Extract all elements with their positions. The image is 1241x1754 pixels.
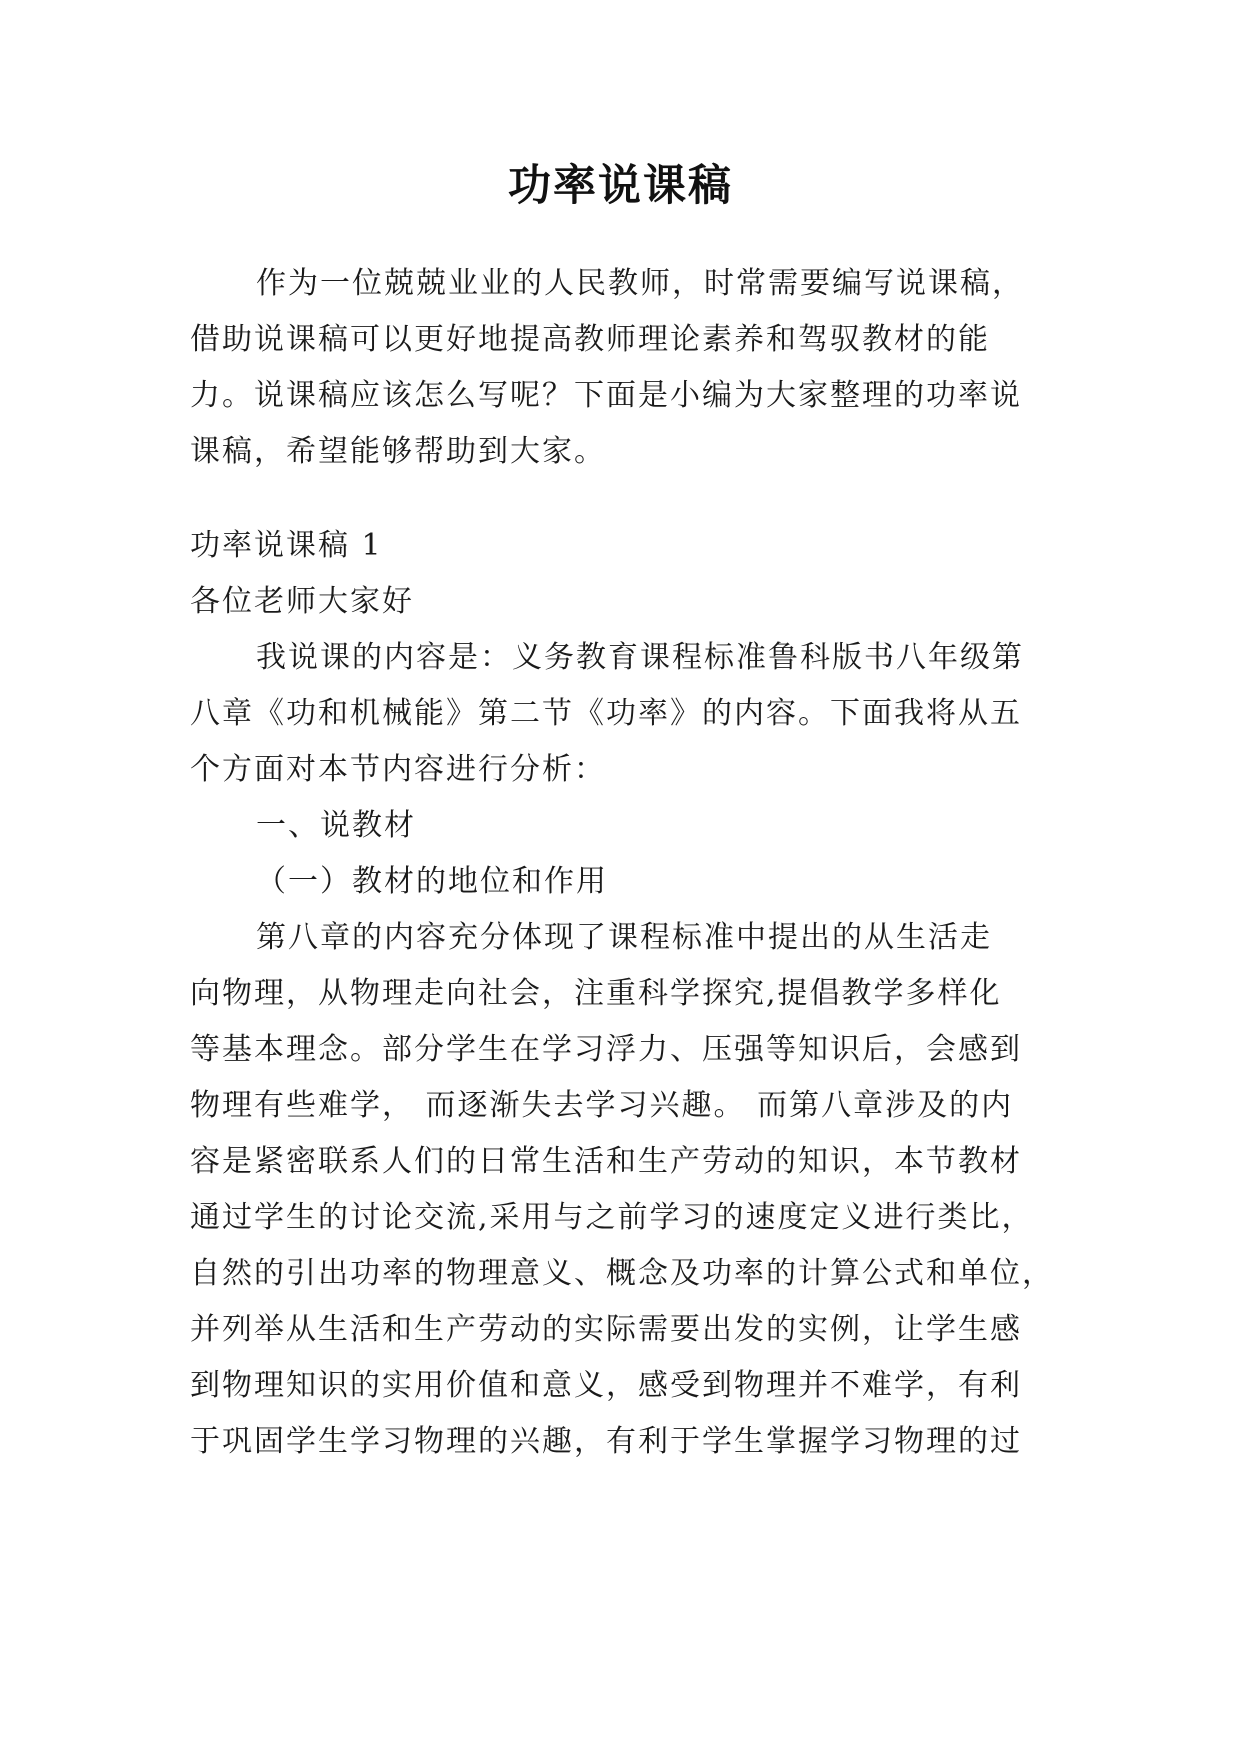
section-header-block <box>190 518 1060 630</box>
document-title: 功率说课稿 <box>508 161 733 211</box>
content-line: 我说课的内容是：义务教育课程标准鲁科版书八年级第 <box>256 640 1024 675</box>
content-line: 通过学生的讨论交流,采用与之前学习的速度定义进行类比， <box>190 1200 1034 1235</box>
content-heading-1: 一、说教材 <box>256 808 416 843</box>
content-line: 向物理，从物理走向社会，注重科学探究,提倡教学多样化 <box>190 976 1002 1011</box>
intro-line: 借助说课稿可以更好地提高教师理论素养和驾驭教材的能 <box>190 322 990 357</box>
content-body <box>190 630 1060 1470</box>
intro-line: 课稿，希望能够帮助到大家。 <box>190 434 606 469</box>
content-line: 个方面对本节内容进行分析： <box>190 752 606 787</box>
content-line: 等基本理念。部分学生在学习浮力、压强等知识后，会感到 <box>190 1032 1022 1067</box>
content-subheading-1: （一）教材的地位和作用 <box>256 864 608 899</box>
intro-line: 作为一位兢兢业业的人民教师，时常需要编写说课稿， <box>256 266 1024 301</box>
content-line: 八章《功和机械能》第二节《功率》的内容。下面我将从五 <box>190 696 1022 731</box>
content-line: 于巩固学生学习物理的兴趣，有利于学生掌握学习物理的过 <box>190 1424 1022 1459</box>
content-line: 第八章的内容充分体现了课程标准中提出的从生活走 <box>256 920 992 955</box>
greeting-line: 各位老师大家好 <box>190 584 414 619</box>
content-line: 物理有些难学， 而逐渐失去学习兴趣。 而第八章涉及的内 <box>190 1088 1014 1123</box>
content-line: 到物理知识的实用价值和意义，感受到物理并不难学，有利 <box>190 1368 1022 1403</box>
content-line: 容是紧密联系人们的日常生活和生产劳动的知识，本节教材 <box>190 1144 1022 1179</box>
section-heading: 功率说课稿 1 <box>190 528 383 563</box>
content-line: 自然的引出功率的物理意义、概念及功率的计算公式和单位， <box>190 1256 1054 1291</box>
content-line: 并列举从生活和生产劳动的实际需要出发的实例，让学生感 <box>190 1312 1022 1347</box>
intro-line: 力。说课稿应该怎么写呢？下面是小编为大家整理的功率说 <box>190 378 1022 413</box>
intro-paragraph <box>190 256 1060 480</box>
